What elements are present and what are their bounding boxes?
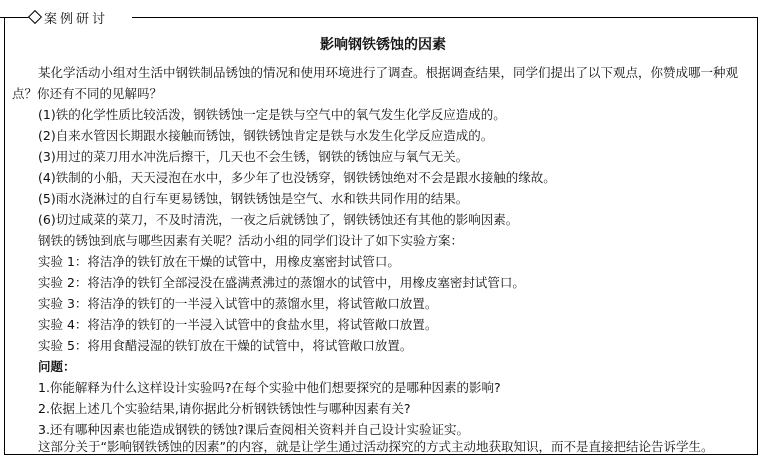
viewpoint-6: (6)切过咸菜的菜刀，不及时清洗，一夜之后就锈蚀了，钢铁锈蚀还有其他的影响因素。 <box>38 212 519 227</box>
viewpoint-4: (4)铁制的小船，天天浸泡在水中，多少年了也没锈穿，钢铁锈蚀绝对不会是跟水接触的缘故。 <box>38 170 556 185</box>
document-title: 影响钢铁锈蚀的因素 <box>320 37 446 53</box>
viewpoint-2: (2)自来水管因长期跟水接触而锈蚀，钢铁锈蚀肯定是铁与水发生化学反应造成的。 <box>38 128 494 143</box>
summary-text: 这部分关于“影响钢铁锈蚀的因素”的内容，就是让学生通过活动探究的方式主动地获取知识，而不是直接把结论告诉学生。 <box>38 439 714 454</box>
experiment-3: 实验 3：将洁净的铁钉的一半浸入试管中的蒸馏水里，将试管敞口放置。 <box>38 296 438 311</box>
viewpoint-5: (5)雨水浇淋过的自行车更易锈蚀，钢铁锈蚀是空气、水和铁共同作用的结果。 <box>38 191 469 206</box>
experiment-2: 实验 2：将洁净的铁钉全部浸没在盛满煮沸过的蒸馏水的试管中，用橡皮塞密封试管口。 <box>38 275 525 290</box>
questions-heading: 问题： <box>38 359 76 374</box>
experiment-5: 实验 5：将用食醋浸湿的铁钉放在干燥的试管中，将试管敞口放置。 <box>38 338 413 353</box>
viewpoint-3: (3)用过的菜刀用水冲洗后擦干，几天也不会生锈，钢铁的锈蚀应与氧气无关。 <box>38 149 469 164</box>
plan-intro: 钢铁的锈蚀到底与哪些因素有关呢？活动小组的同学们设计了如下实验方案： <box>38 233 464 248</box>
viewpoint-1: (1)铁的化学性质比较活泼，钢铁锈蚀一定是铁与空气中的氧气发生化学反应造成的。 <box>38 107 506 122</box>
section-label: 案例研讨 <box>44 12 109 27</box>
box-top-rule <box>132 17 758 18</box>
experiment-4: 实验 4：将洁净的铁钉的一半浸入试管中的食盐水里，将试管敞口放置。 <box>38 317 438 332</box>
experiment-1: 实验 1：将洁净的铁钉放在干燥的试管中，用橡皮塞密封试管口。 <box>38 254 400 269</box>
intro-paragraph: 某化学活动小组对生活中钢铁制品锈蚀的情况和使用环境进行了调查。根据调查结果，同学们提出了以下观点，你赞成哪一种观点？你还有不同的见解吗？ <box>12 65 739 101</box>
question-1: 1.你能解释为什么这样设计实验吗?在每个实验中他们想要探究的是哪种因素的影响? <box>38 380 501 395</box>
question-3: 3.还有哪种因素也能造成钢铁的锈蚀?课后查阅相关资料并自己设计实验证实。 <box>38 422 470 437</box>
question-2: 2.依据上述几个实验结果,请你据此分析钢铁锈蚀性与哪种因素有关? <box>38 401 411 416</box>
